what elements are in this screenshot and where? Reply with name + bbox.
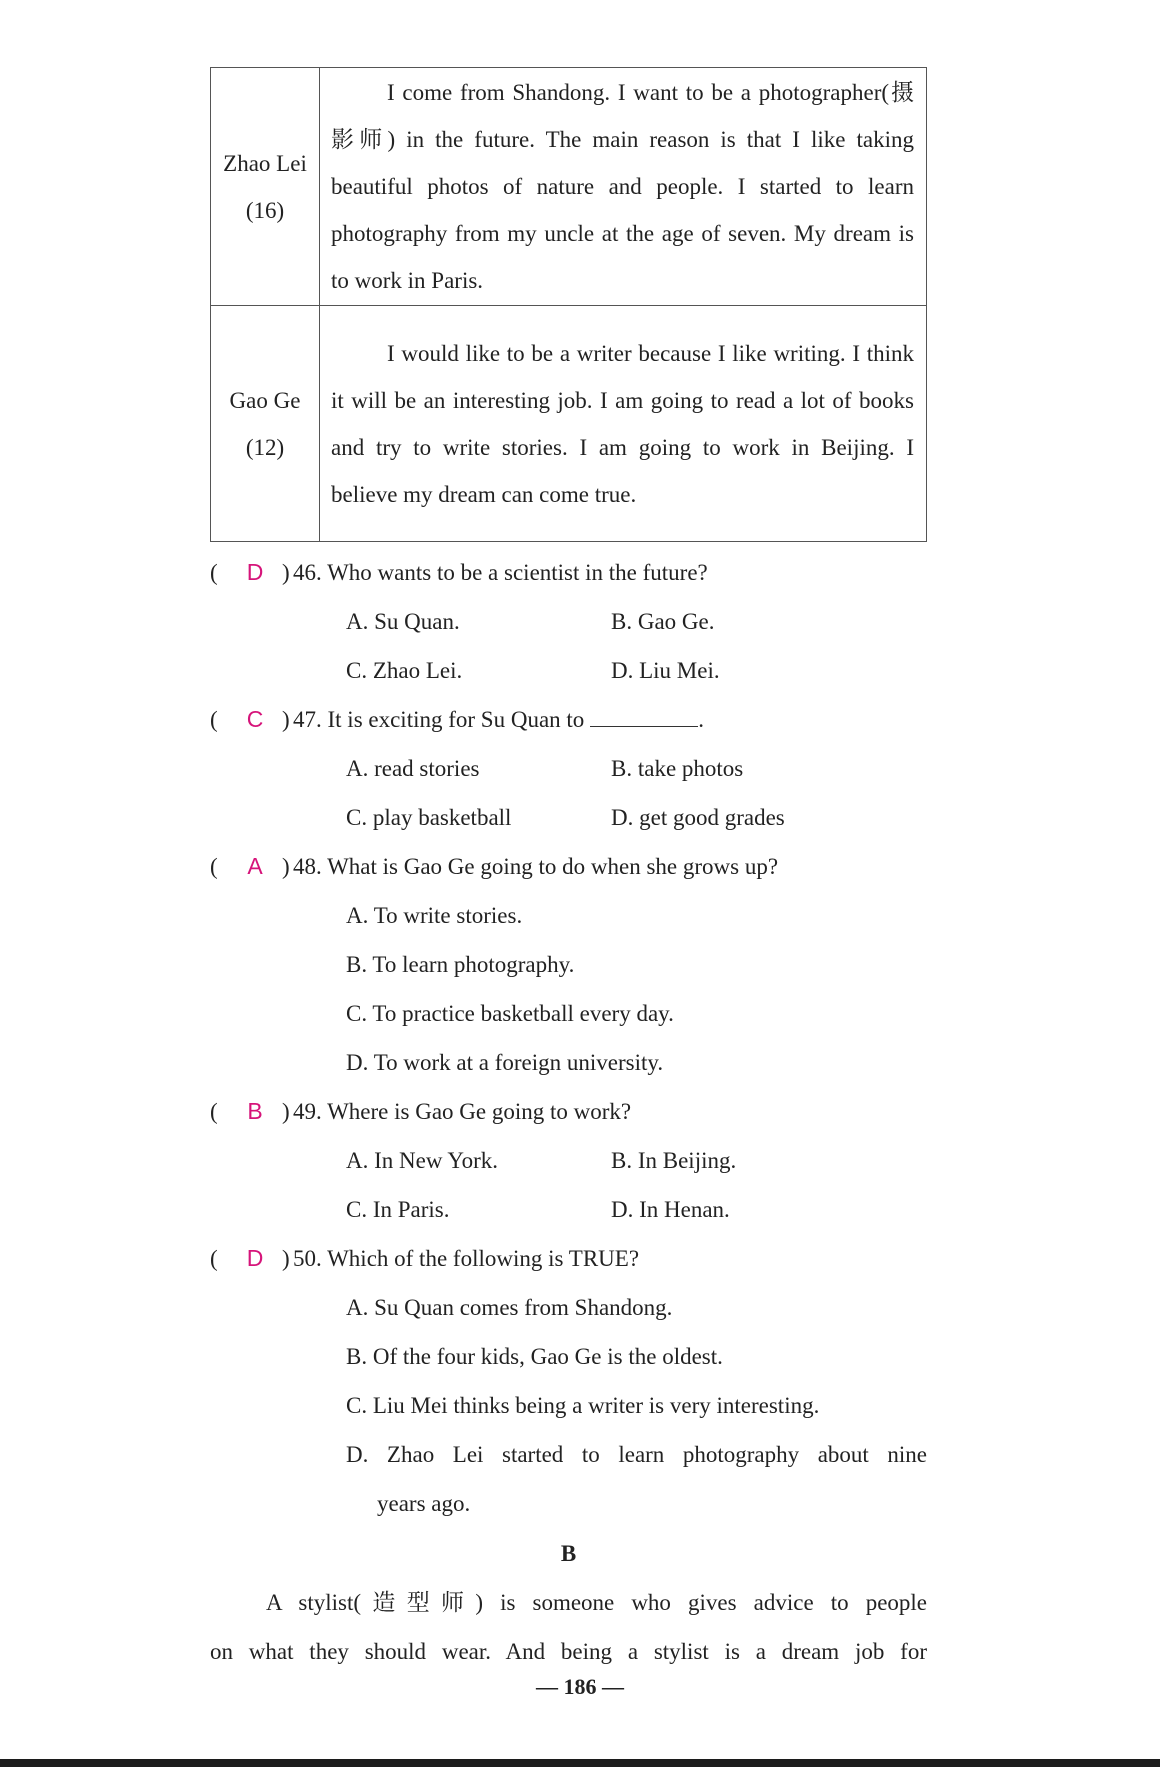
option-d: D. In Henan. <box>611 1197 730 1222</box>
profile-name-cell <box>211 68 320 306</box>
page-content <box>210 67 927 1676</box>
answer-close-paren: ) <box>282 707 290 732</box>
option-row <box>210 1038 927 1087</box>
table-row <box>211 306 927 542</box>
option-row <box>210 1185 927 1234</box>
question-body: Where is Gao Ge going to work? <box>327 1099 632 1124</box>
option-row <box>210 1430 927 1479</box>
option-c: C. Liu Mei thinks being a writer is very interesting. <box>346 1393 820 1418</box>
option-a: A. Su Quan comes from Shandong. <box>346 1295 673 1320</box>
question-50 <box>210 1234 927 1283</box>
answer-open-paren: ( <box>210 854 218 879</box>
passage-text: A stylist(造型师) is someone who gives advice to people <box>266 1590 927 1615</box>
answer-close-paren: ) <box>282 854 290 879</box>
question-number: 49. <box>293 1099 322 1124</box>
table-row <box>211 68 927 306</box>
profile-name-cell <box>211 306 320 542</box>
question-text <box>293 1087 631 1136</box>
option-row <box>210 1332 927 1381</box>
answer-close-paren: ) <box>282 1246 290 1271</box>
option-b: B. Gao Ge. <box>611 609 715 634</box>
page-number: — 186 — <box>536 1674 624 1699</box>
profile-name: Zhao Lei <box>223 150 307 176</box>
question-body: Which of the following is TRUE? <box>327 1246 640 1271</box>
answer-open-paren: ( <box>210 707 218 732</box>
answer-close-paren: ) <box>282 560 290 585</box>
answer-open-paren: ( <box>210 1246 218 1271</box>
answer-open-paren: ( <box>210 560 218 585</box>
option-c: C. In Paris. <box>346 1197 450 1222</box>
profiles-table <box>210 67 927 542</box>
option-row <box>210 891 927 940</box>
question-text <box>293 842 778 891</box>
question-number: 48. <box>293 854 322 879</box>
option-b: B. take photos <box>611 756 744 781</box>
option-d: D. Liu Mei. <box>611 658 720 683</box>
option-d-continuation: years ago. <box>377 1491 471 1516</box>
profile-age: (16) <box>245 197 285 223</box>
answer-blank <box>590 701 698 727</box>
question-number: 50. <box>293 1246 322 1271</box>
question-end: . <box>698 707 705 732</box>
answer-mark: C <box>246 706 264 732</box>
answer-mark: D <box>246 559 264 585</box>
question-number: 47. <box>293 707 322 732</box>
question-49 <box>210 1087 927 1136</box>
option-c: C. To practice basketball every day. <box>346 1001 674 1026</box>
answer-mark: D <box>246 1245 264 1271</box>
question-48 <box>210 842 927 891</box>
profile-text-cell <box>320 68 927 306</box>
question-47 <box>210 695 927 744</box>
option-a: A. In New York. <box>346 1148 499 1173</box>
option-c: C. play basketball <box>346 805 512 830</box>
question-46 <box>210 548 927 597</box>
option-row <box>210 940 927 989</box>
option-row <box>210 646 927 695</box>
question-text <box>293 548 708 597</box>
section-b-title: B <box>560 1541 577 1566</box>
option-c: C. Zhao Lei. <box>346 658 463 683</box>
answer-mark: B <box>247 1098 263 1124</box>
question-body: Who wants to be a scientist in the future? <box>327 560 708 585</box>
option-row <box>210 793 927 842</box>
questions-list <box>210 548 927 1528</box>
option-row <box>210 1136 927 1185</box>
option-row <box>210 597 927 646</box>
option-row <box>210 1479 927 1528</box>
profile-text: I would like to be a writer because I like writing. I think it will be an interesting job. I am going to read a lot of books and try to write stories. I am going to work in Beijing. I believe my dream can come true. <box>331 340 914 507</box>
option-b: B. Of the four kids, Gao Ge is the oldest. <box>346 1344 723 1369</box>
option-row <box>210 1381 927 1430</box>
profile-text: I come from Shandong. I want to be a photographer(摄影师) in the future. The main reason is that I like taking beautiful photos of nature and people. I started to learn photography from my uncle at the age of seven. My dream is to work in Paris. <box>331 80 914 293</box>
passage-line-2: on what they should wear. And being a stylist is a dream job for <box>210 1639 927 1664</box>
profile-name: Gao Ge <box>229 387 301 413</box>
answer-close-paren: ) <box>282 1099 290 1124</box>
question-text <box>293 1234 639 1283</box>
question-number: 46. <box>293 560 322 585</box>
question-body: It is exciting for Su Quan to <box>327 707 585 732</box>
question-text <box>293 695 704 744</box>
option-d: D. To work at a foreign university. <box>346 1050 664 1075</box>
option-d: D. get good grades <box>611 805 785 830</box>
question-body: What is Gao Ge going to do when she grows up? <box>327 854 779 879</box>
option-b: B. To learn photography. <box>346 952 575 977</box>
option-b: B. In Beijing. <box>611 1148 737 1173</box>
option-a: A. Su Quan. <box>346 609 460 634</box>
option-d: D. Zhao Lei started to learn photography about nine <box>346 1442 927 1467</box>
profile-age: (12) <box>245 434 285 460</box>
passage-line-1 <box>210 1578 927 1627</box>
answer-open-paren: ( <box>210 1099 218 1124</box>
profile-text-cell <box>320 306 927 542</box>
option-row <box>210 1283 927 1332</box>
option-row <box>210 744 927 793</box>
answer-mark: A <box>247 853 263 879</box>
bottom-bar <box>0 1759 1160 1767</box>
option-row <box>210 989 927 1038</box>
option-a: A. To write stories. <box>346 903 523 928</box>
option-a: A. read stories <box>346 756 480 781</box>
